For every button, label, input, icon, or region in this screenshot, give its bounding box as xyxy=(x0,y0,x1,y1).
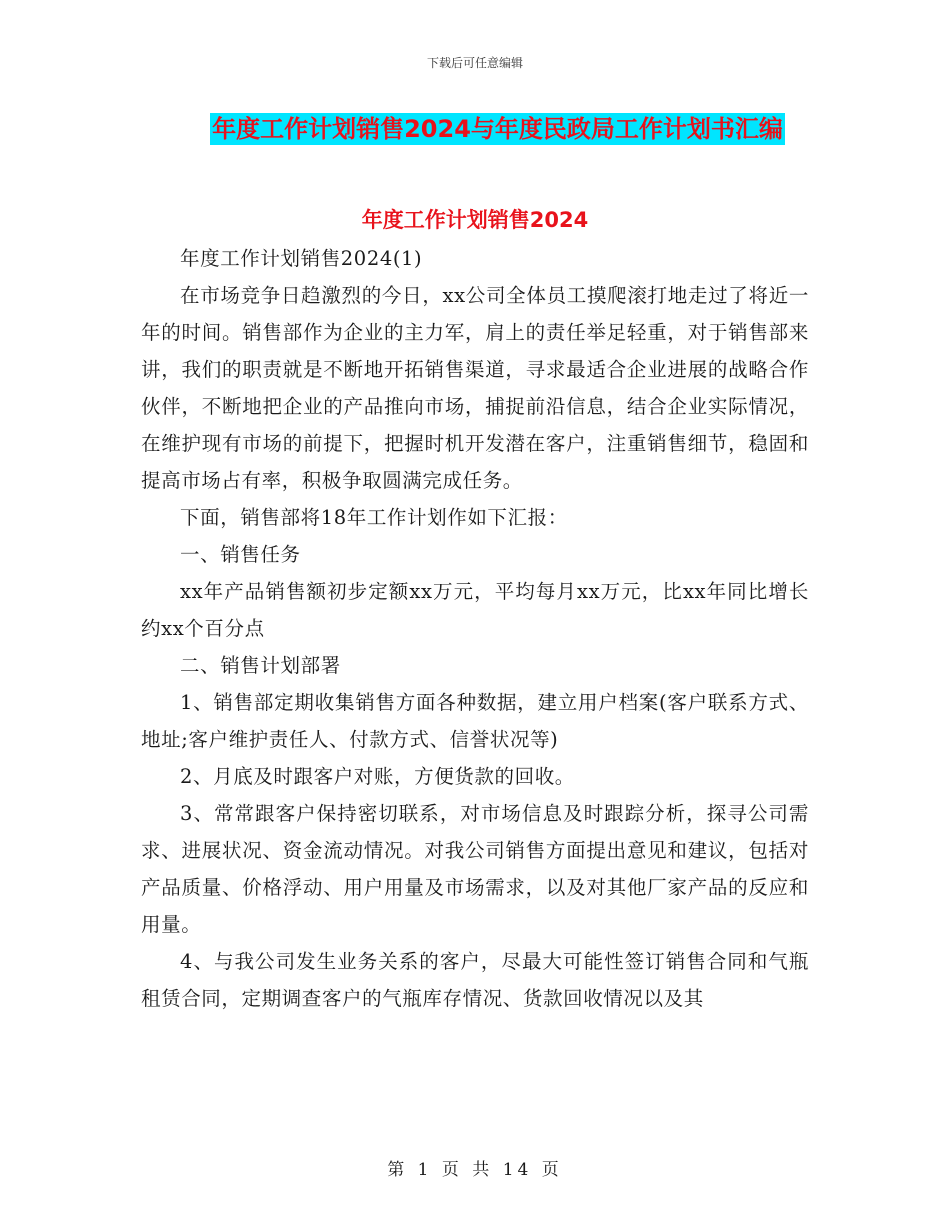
paragraph: 二、销售计划部署 xyxy=(180,654,341,677)
section-title: 年度工作计划销售2024 xyxy=(361,208,589,232)
paragraph: 4、与我公司发生业务关系的客户，尽最大可能性签订销售合同和气瓶租赁合同，定期调查客户的气瓶库存情况、货款回收情况以及其 xyxy=(141,950,809,1010)
page-header-note: 下载后可任意编辑 xyxy=(426,56,523,70)
document-title: 年度工作计划销售2024与年度民政局工作计划书汇编 xyxy=(212,115,783,143)
paragraph: 3、常常跟客户保持密切联系，对市场信息及时跟踪分析，探寻公司需求、进展状况、资金流动情况。对我公司销售方面提出意见和建议，包括对产品质量、价格浮动、用户用量及市场需求，以及对其他厂家产品的反应和用量。 xyxy=(141,802,809,936)
document-body xyxy=(141,240,809,1017)
paragraph: 年度工作计划销售2024(1) xyxy=(180,247,423,270)
paragraph: 2、月底及时跟客户对账，方便货款的回收。 xyxy=(180,765,575,788)
paragraph: 下面，销售部将18年工作计划作如下汇报： xyxy=(180,506,568,529)
paragraph: 一、销售任务 xyxy=(180,543,301,566)
paragraph: 1、销售部定期收集销售方面各种数据，建立用户档案(客户联系方式、地址;客户维护责任人、付款方式、信誉状况等) xyxy=(141,691,809,751)
paragraph: xx年产品销售额初步定额xx万元，平均每月xx万元，比xx年同比增长约xx个百分点 xyxy=(141,580,809,640)
paragraph: 在市场竞争日趋激烈的今日，xx公司全体员工摸爬滚打地走过了将近一年的时间。销售部作为企业的主力军，肩上的责任举足轻重，对于销售部来讲，我们的职责就是不断地开拓销售渠道，寻求最适合企业进展的战略合作伙伴，不断地把企业的产品推向市场，捕捉前沿信息，结合企业实际情况，在维护现有市场的前提下，把握时机开发潜在客户，注重销售细节，稳固和提高市场占有率，积极争取圆满完成任务。 xyxy=(141,284,809,492)
document-title-container xyxy=(0,113,950,145)
page-number-footer: 第 1 页 共 14 页 xyxy=(387,1160,563,1180)
